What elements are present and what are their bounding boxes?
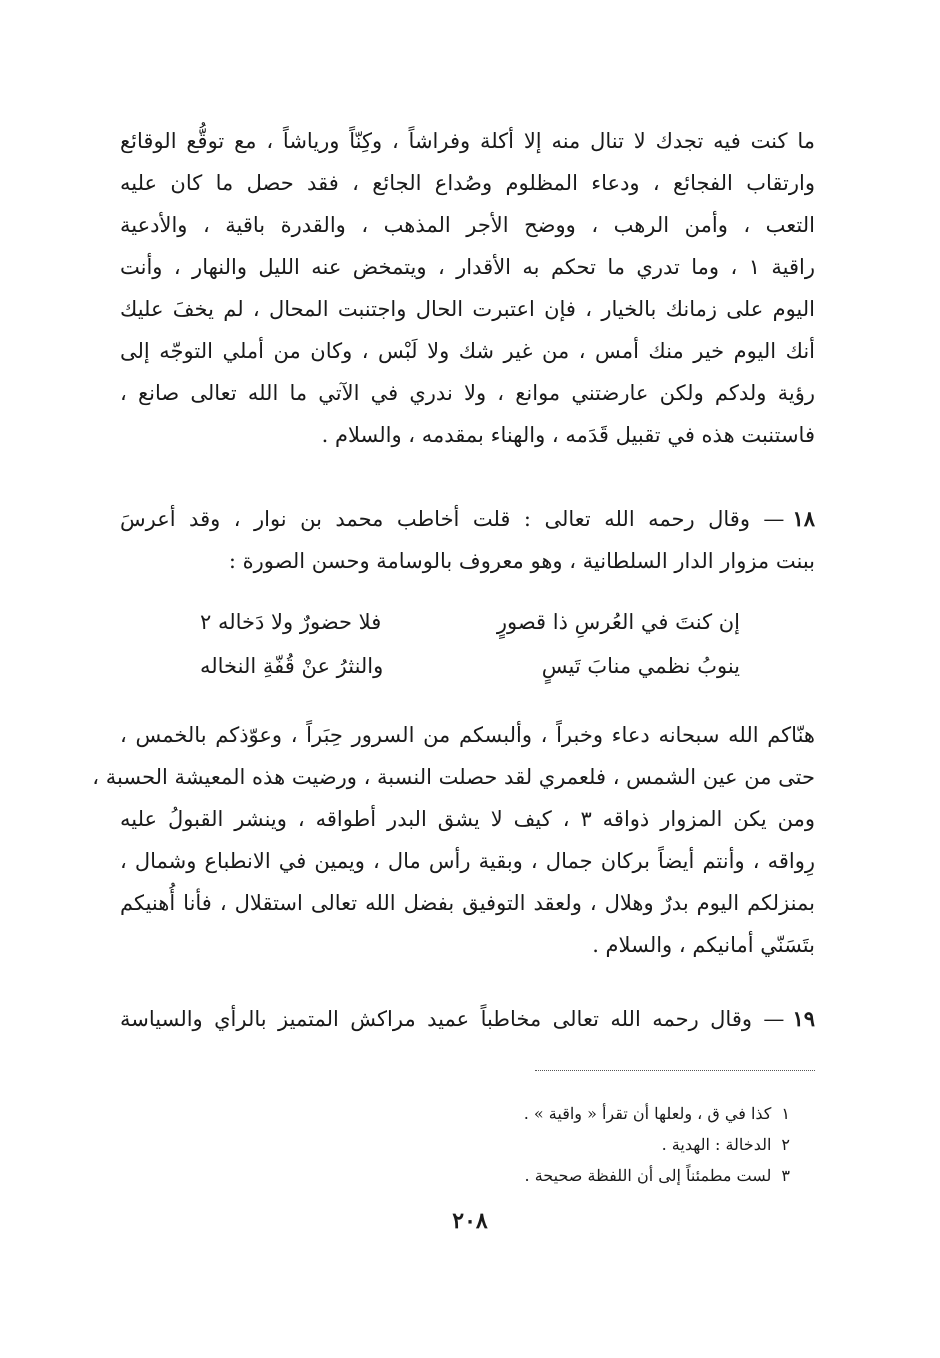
footnote-number: ١ bbox=[781, 1104, 790, 1123]
footnote-text: كذا في ق ، ولعلها أن تقرأ « واقية » . bbox=[523, 1104, 772, 1123]
footnotes bbox=[290, 1098, 790, 1191]
footnote bbox=[290, 1129, 790, 1160]
text-line: بمنزلكم اليوم بدرٌ وهلال ، ولعقد التوفيق بفضل الله تعالى استقلال ، فأنا أُهنيكم bbox=[120, 891, 815, 915]
section-number: ١٨ bbox=[792, 506, 815, 531]
section-number: ١٩ bbox=[792, 1006, 815, 1031]
poem-verse bbox=[200, 644, 740, 688]
section-18 bbox=[120, 498, 815, 582]
footnote-number: ٣ bbox=[781, 1166, 790, 1185]
text-line: — وقال رحمه الله تعالى مخاطباً عميد مراكش المتميز بالرأي والسياسة bbox=[120, 1007, 785, 1031]
poem-verse bbox=[200, 600, 740, 644]
section-19 bbox=[120, 998, 815, 1040]
page-number: ٢٠٨ bbox=[452, 1208, 488, 1234]
footnote-number: ٢ bbox=[781, 1135, 790, 1154]
footnote bbox=[290, 1160, 790, 1191]
text-line: — وقال رحمه الله تعالى : قلت أخاطب محمد بن نوار ، وقد أعرسَ bbox=[120, 507, 785, 531]
text-line: اليوم على زمانك بالخيار ، فإن اعتبرت الحال واجتنبت المحال ، لم يخفَ عليك bbox=[120, 297, 815, 321]
text-line: رؤية ولدكم ولكن عارضتني موانع ، ولا ندري في الآتي ما الله تعالى صانع ، bbox=[120, 381, 815, 405]
section-heading-line bbox=[120, 998, 815, 1040]
text-line: حتى من عين الشمس ، فلعمري لقد حصلت النسبة ، ورضيت هذه المعيشة الحسبة ، bbox=[92, 765, 815, 789]
footnote bbox=[290, 1098, 790, 1129]
footnote-text: الدخالة : الهدية . bbox=[661, 1135, 772, 1154]
text-line: رِواقه ، وأنتم أيضاً بركان جمال ، وبقية رأس مال ، ويمين في الانطباع وشمال ، bbox=[120, 849, 815, 873]
text-line: وارتقاب الفجائع ، ودعاء المظلوم وصُداع الجائع ، فقد حصل ما كان عليه bbox=[120, 171, 815, 195]
poem-first-hemistich: ينوبُ نظمي منابَ تَيسٍ bbox=[541, 654, 740, 678]
text-line: أنك اليوم خير منك أمس ، من غير شك ولا لَبْس ، وكان من أملي التوجّه إلى bbox=[120, 339, 815, 363]
footnote-divider bbox=[535, 1070, 815, 1071]
text-line: ومن يكن المزوار ذواقه ٣ ، كيف لا يشق البدر أطواقه ، وينشر القبولُ عليه bbox=[120, 807, 816, 831]
text-line: راقية ١ ، وما تدري ما تحكم به الأقدار ، ويتمخض عنه الليل والنهار ، وأنت bbox=[120, 255, 815, 279]
poem-second-hemistich: والنثرُ عنْ قُفّةِ النخاله bbox=[200, 654, 384, 678]
text-line: ببنت مزوار الدار السلطانية ، وهو معروف بالوسامة وحسن الصورة : bbox=[228, 549, 815, 573]
poem-second-hemistich: فلا حضورٌ ولا دَخاله ٢ bbox=[200, 610, 382, 634]
paragraph-after-poem bbox=[92, 714, 816, 966]
section-heading-line bbox=[120, 498, 815, 540]
paragraph-continuation bbox=[120, 120, 815, 456]
text-line: فاستنبت هذه في تقبيل قَدَمه ، والهناء بمقدمه ، والسلام . bbox=[321, 423, 815, 447]
text-line: ما كنت فيه تجدك لا تنال منه إلا أكلة وفراشاً ، وكِنّاً ورياشاً ، مع توقُّع الوقائع bbox=[120, 129, 815, 153]
poem-first-hemistich: إن كنتَ في العُرسِ ذا قصورٍ bbox=[496, 610, 740, 634]
text-line: التعب ، وأمن الرهب ، ووضح الأجر المذهب ، والقدرة باقية ، والأدعية bbox=[120, 213, 815, 237]
text-line: هنّاكم الله سبحانه دعاء وخبراً ، وألبسكم من السرور حِبَراً ، وعوّذكم بالخمس ، bbox=[120, 723, 815, 747]
text-line: بتَسَنّي أمانيكم ، والسلام . bbox=[592, 933, 815, 957]
poem bbox=[200, 600, 740, 688]
footnote-text: لست مطمئناً إلى أن اللفظة صحيحة . bbox=[524, 1166, 772, 1185]
